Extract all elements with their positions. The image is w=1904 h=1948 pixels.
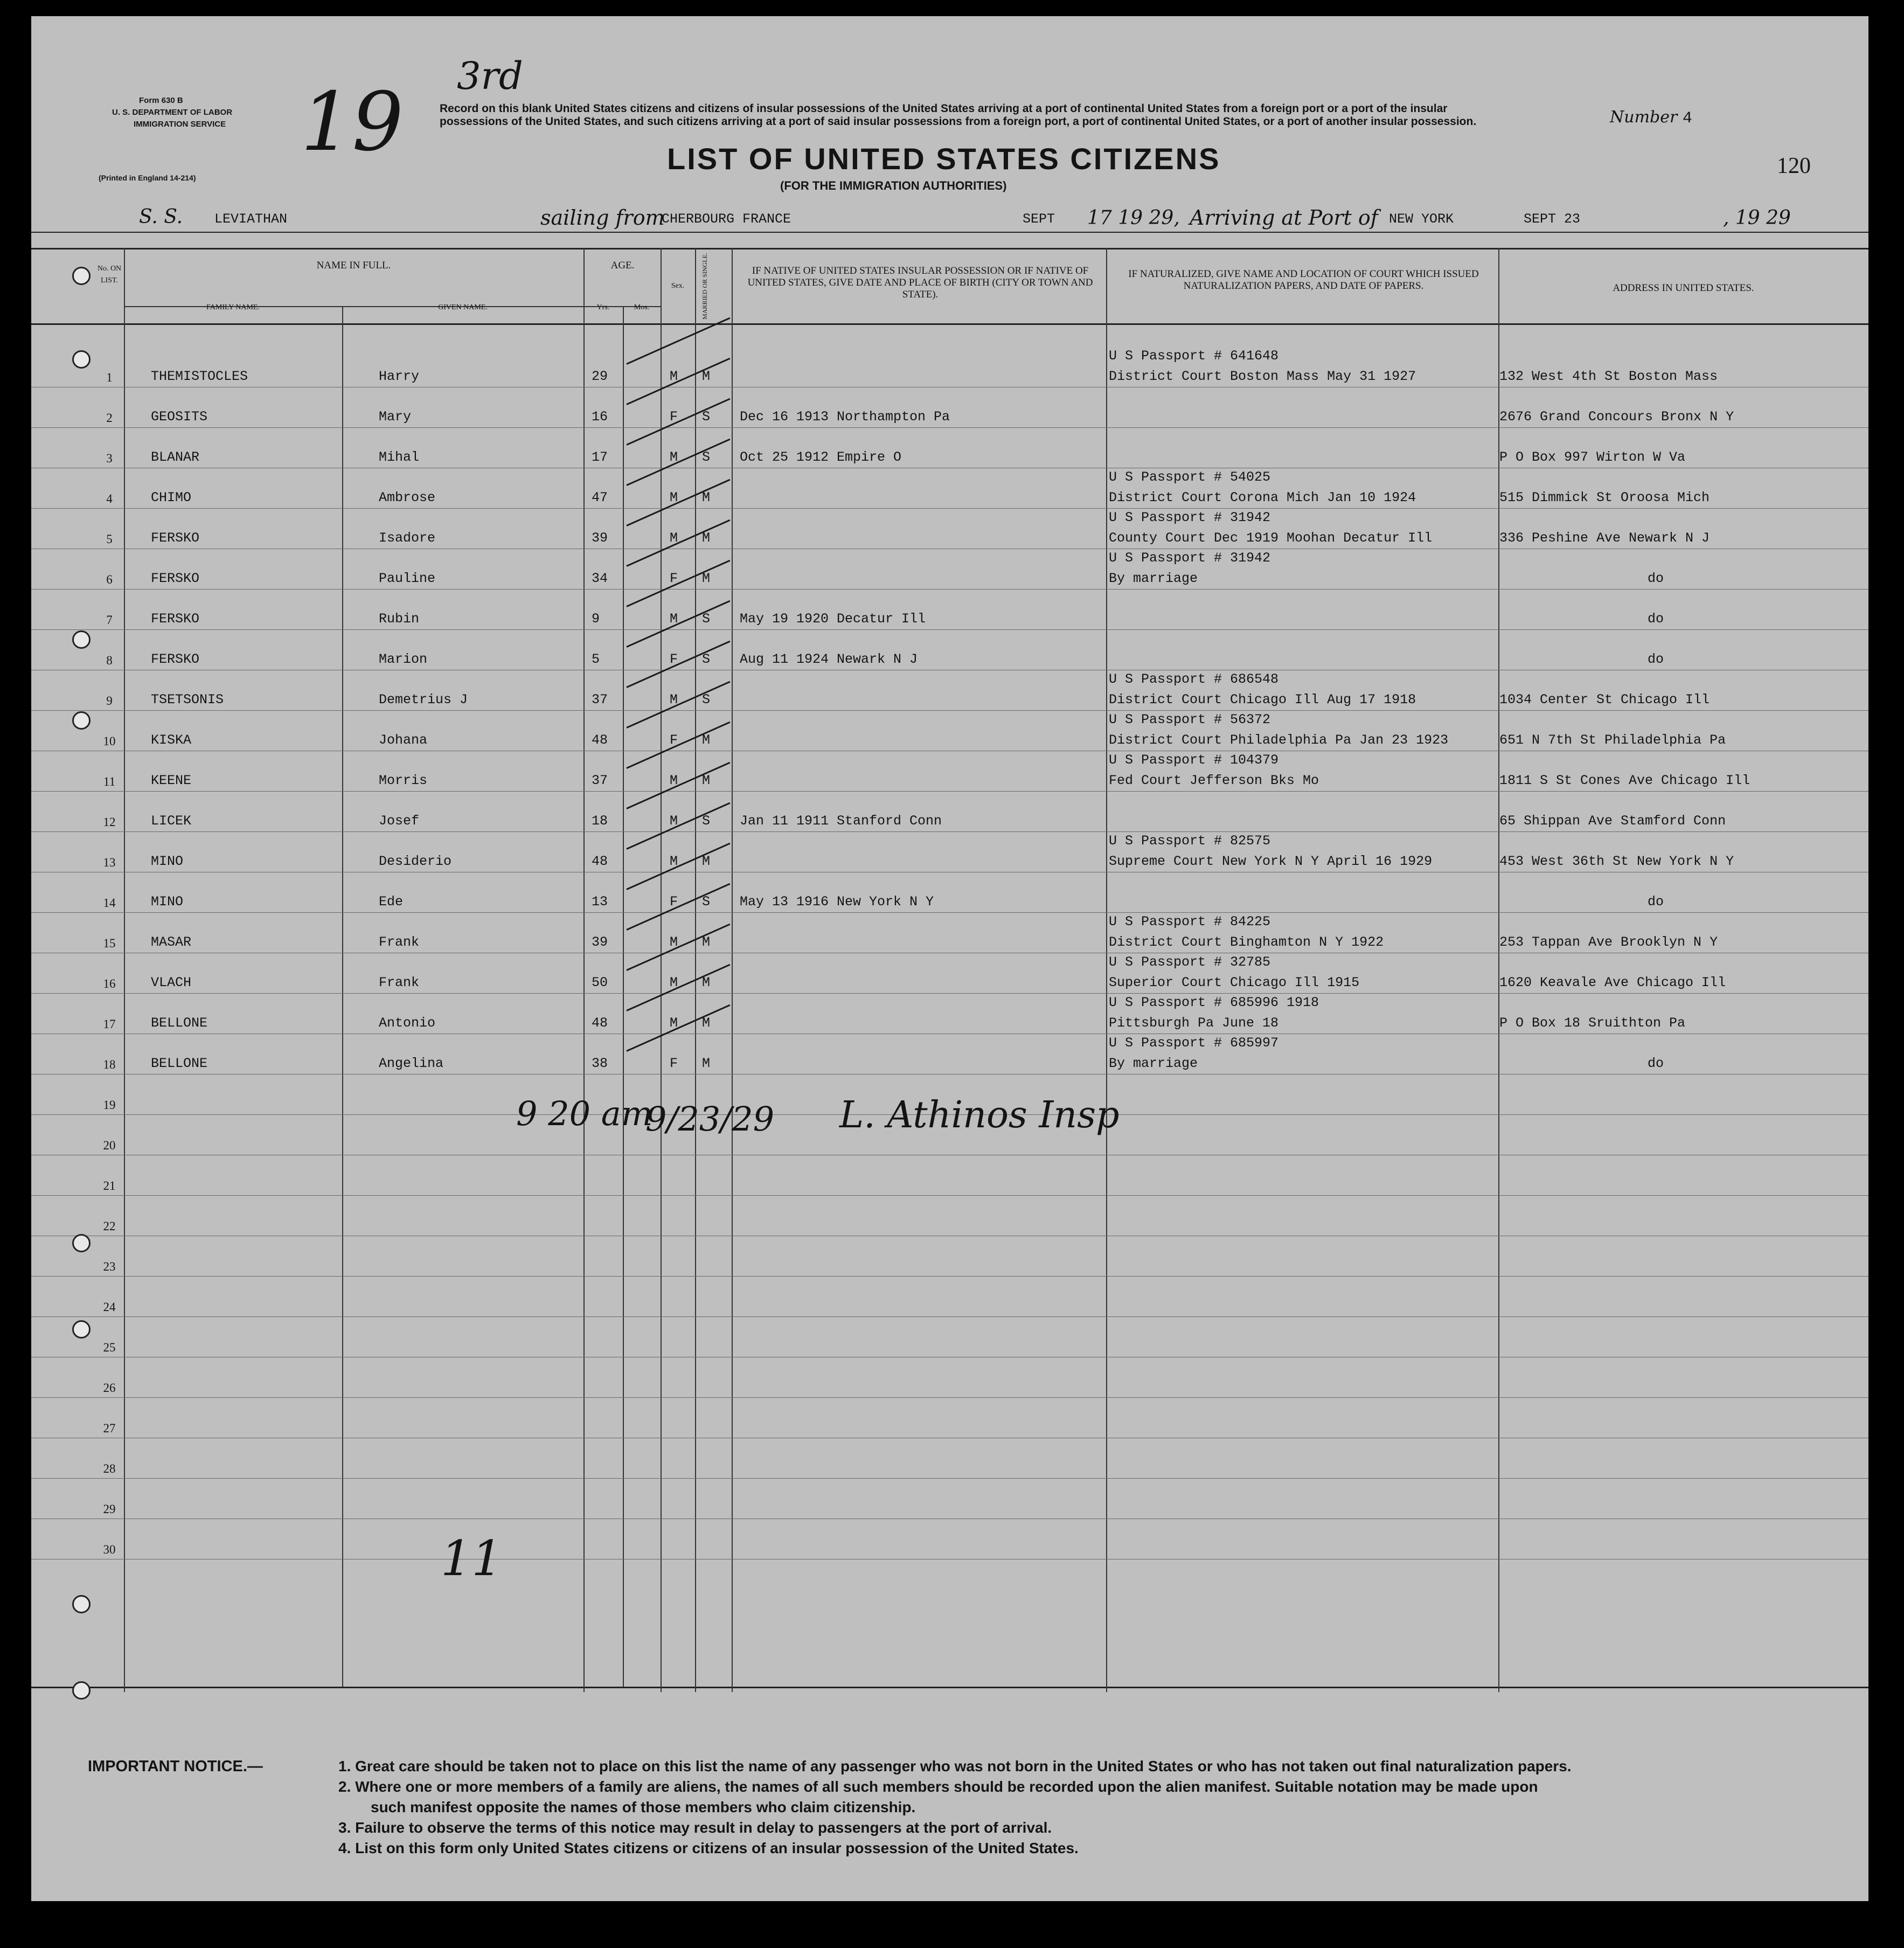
check-mark — [626, 722, 730, 769]
cell-yrs: 37 — [592, 773, 608, 788]
arriving-label: Arriving at Port of — [1190, 206, 1378, 230]
row-rule — [31, 629, 1868, 630]
check-mark — [626, 762, 730, 809]
row-number: 5 — [106, 532, 113, 546]
cell-naturalization: U S Passport # 56372 — [1109, 712, 1271, 727]
cell-given: Ambrose — [379, 490, 436, 505]
row-number: 9 — [106, 694, 113, 708]
departure-port: CHERBOURG FRANCE — [662, 211, 791, 227]
cell-family: BELLONE — [151, 1056, 208, 1071]
cell-given: Morris — [379, 773, 428, 788]
list-title: LIST OF UNITED STATES CITIZENS — [667, 142, 1221, 176]
cell-naturalization: Superior Court Chicago Ill 1915 — [1109, 975, 1360, 990]
check-mark — [626, 439, 730, 486]
row-rule — [31, 1195, 1868, 1196]
cell-address: 515 Dimmick St Oroosa Mich — [1499, 490, 1710, 505]
row-number: 28 — [103, 1462, 116, 1475]
col-header-family: FAMILY NAME. — [206, 303, 260, 311]
cell-naturalization: Fed Court Jefferson Bks Mo — [1109, 773, 1319, 788]
cell-yrs: 18 — [592, 813, 608, 829]
row-number: 25 — [103, 1341, 116, 1354]
row-number: 17 — [103, 1017, 116, 1031]
row-rule — [31, 912, 1868, 913]
row-number: 2 — [106, 411, 113, 425]
sailing-from-label: sailing from — [540, 206, 665, 230]
col-header-address: ADDRESS IN UNITED STATES. — [1613, 282, 1754, 294]
cell-given: Josef — [379, 813, 420, 829]
col-header-yrs: Yrs. — [596, 303, 610, 311]
cell-address: do — [1648, 894, 1664, 910]
row-rule — [31, 791, 1868, 792]
departure-date: 17 19 29, — [1087, 207, 1180, 229]
instruction-text: Record on this blank United States citizens and citizens of insular possessions of the United States arriving at a port of continental United States from a foreign port or a port of the insular possessions of the United States, and such citizens arriving at a port of said insular possessions from a foreign port, a port of continental United States, or a port of another insular possession. — [440, 102, 1477, 128]
cell-family: FERSKO — [151, 530, 200, 546]
cell-ms: M — [702, 1015, 711, 1031]
cell-family: KISKA — [151, 732, 192, 748]
punch-hole — [72, 267, 91, 285]
row-number: 26 — [103, 1381, 116, 1395]
cell-yrs: 9 — [592, 611, 600, 627]
cell-given: Demetrius J — [379, 692, 468, 708]
check-mark — [626, 519, 730, 567]
punch-hole — [72, 1320, 91, 1339]
col-header-age: AGE. — [610, 260, 635, 271]
cell-birth: Aug 11 1924 Newark N J — [740, 651, 918, 667]
form-number: Form 630 B — [139, 96, 183, 105]
row-number: 1 — [106, 371, 113, 384]
inspector-signature: L. Athinos Insp — [839, 1094, 1120, 1136]
cell-sex: F — [670, 571, 678, 586]
col-header-given: GIVEN NAME. — [438, 303, 488, 311]
check-mark — [626, 358, 730, 405]
ss-label: S. S. — [139, 206, 183, 228]
cell-family: BLANAR — [151, 449, 200, 465]
cell-naturalization: U S Passport # 84225 — [1109, 914, 1271, 930]
cell-ms: S — [702, 813, 711, 829]
handwritten-time: 9 20 am — [516, 1094, 653, 1133]
cell-sex: M — [670, 934, 678, 950]
handwritten-3rd: 3rd — [457, 54, 523, 98]
cell-address: do — [1648, 571, 1664, 586]
punch-hole — [72, 1595, 91, 1613]
row-number: 20 — [103, 1139, 116, 1152]
arrival-date: SEPT 23 — [1524, 211, 1581, 227]
row-number: 12 — [103, 815, 116, 829]
cell-given: Harry — [379, 369, 420, 384]
cell-ms: M — [702, 732, 711, 748]
cell-ms: S — [702, 449, 711, 465]
cell-sex: M — [670, 692, 678, 708]
cell-ms: M — [702, 490, 711, 505]
cell-given: Desiderio — [379, 854, 452, 869]
cell-given: Frank — [379, 975, 420, 990]
row-rule — [31, 1316, 1868, 1317]
row-number: 29 — [103, 1502, 116, 1516]
notice-item: 1. Great care should be taken not to place on this list the name of any passenger who was not born in the United States or who has not taken out final naturalization papers. — [338, 1758, 1572, 1774]
cell-address: 336 Peshine Ave Newark N J — [1499, 530, 1710, 546]
col-header-no: No. ON LIST. — [97, 265, 122, 285]
cell-address: 453 West 36th St New York N Y — [1499, 854, 1734, 869]
cell-address: 1811 S St Cones Ave Chicago Ill — [1499, 773, 1750, 788]
cell-naturalization: U S Passport # 82575 — [1109, 833, 1271, 849]
cell-given: Isadore — [379, 530, 436, 546]
list-subtitle: (FOR THE IMMIGRATION AUTHORITIES) — [780, 179, 1007, 192]
cell-family: GEOSITS — [151, 409, 208, 425]
row-rule — [31, 589, 1868, 590]
check-mark — [626, 641, 730, 688]
cell-sex: F — [670, 894, 678, 910]
cell-address: 132 West 4th St Boston Mass — [1499, 369, 1718, 384]
row-rule — [31, 993, 1868, 994]
cell-given: Mary — [379, 409, 412, 425]
cell-address: do — [1648, 651, 1664, 667]
handwritten-19: 19 — [301, 75, 404, 169]
col-header-native: IF NATIVE OF UNITED STATES INSULAR POSSESSION OR IF NATIVE OF UNITED STATES, GIVE DATE AND PLACE OF BIRTH (CITY OR TOWN AND STATE). — [747, 265, 1093, 300]
check-mark — [626, 802, 730, 850]
check-mark — [626, 560, 730, 607]
check-mark — [626, 600, 730, 648]
cell-naturalization: U S Passport # 685996 1918 — [1109, 995, 1319, 1010]
cell-given: Mihal — [379, 449, 420, 465]
cell-given: Frank — [379, 934, 420, 950]
cell-family: FERSKO — [151, 651, 200, 667]
row-rule — [31, 710, 1868, 711]
cell-family: BELLONE — [151, 1015, 208, 1031]
cell-yrs: 48 — [592, 1015, 608, 1031]
row-number: 30 — [103, 1543, 116, 1556]
check-mark — [626, 924, 730, 971]
cell-naturalization: District Court Binghamton N Y 1922 — [1109, 934, 1384, 950]
cell-naturalization: Supreme Court New York N Y April 16 1929 — [1109, 854, 1433, 869]
row-number: 19 — [103, 1098, 116, 1112]
cell-address: P O Box 997 Wirton W Va — [1499, 449, 1686, 465]
cell-sex: M — [670, 490, 678, 505]
cell-naturalization: District Court Corona Mich Jan 10 1924 — [1109, 490, 1416, 505]
check-mark — [626, 883, 730, 931]
col-header-sex: Sex. — [671, 282, 685, 290]
notice-item: 4. List on this form only United States citizens or citizens of an insular possession of the United States. — [338, 1840, 1079, 1856]
cell-yrs: 16 — [592, 409, 608, 425]
cell-family: MASAR — [151, 934, 192, 950]
cell-address: do — [1648, 1056, 1664, 1071]
col-header-naturalized: IF NATURALIZED, GIVE NAME AND LOCATION OF COURT WHICH ISSUED NATURALIZATION PAPERS, AND DATE OF PAPERS. — [1128, 268, 1479, 292]
cell-family: VLACH — [151, 975, 192, 990]
row-number: 21 — [103, 1179, 116, 1193]
cell-family: KEENE — [151, 773, 192, 788]
check-mark — [626, 398, 730, 446]
cell-naturalization: U S Passport # 31942 — [1109, 550, 1271, 566]
row-number: 7 — [106, 613, 113, 627]
cell-naturalization: District Court Chicago Ill Aug 17 1918 — [1109, 692, 1416, 708]
cell-given: Pauline — [379, 571, 436, 586]
col-header-married: MARRIED OR SINGLE. — [701, 253, 708, 320]
handwritten-tally: 11 — [441, 1530, 503, 1587]
cell-sex: F — [670, 732, 678, 748]
cell-given: Marion — [379, 651, 428, 667]
row-number: 16 — [103, 977, 116, 990]
cell-naturalization: U S Passport # 104379 — [1109, 752, 1279, 768]
cell-ms: S — [702, 611, 711, 627]
cell-sex: M — [670, 975, 678, 990]
cell-address: P O Box 18 Sruithton Pa — [1499, 1015, 1686, 1031]
punch-hole — [72, 1234, 91, 1252]
cell-yrs: 29 — [592, 369, 608, 384]
row-rule — [31, 508, 1868, 509]
row-number: 8 — [106, 654, 113, 667]
cell-yrs: 48 — [592, 732, 608, 748]
row-number: 10 — [103, 734, 116, 748]
row-number: 6 — [106, 573, 113, 586]
handwritten-date: 9/23/29 — [645, 1099, 775, 1139]
cell-birth: May 13 1916 New York N Y — [740, 894, 934, 910]
cell-ms: S — [702, 692, 711, 708]
cell-ms: S — [702, 651, 711, 667]
notice-item: 3. Failure to observe the terms of this notice may result in delay to passengers at the port of arrival. — [338, 1819, 1052, 1836]
cell-address: 2676 Grand Concours Bronx N Y — [1499, 409, 1734, 425]
cell-family: MINO — [151, 854, 184, 869]
cell-family: FERSKO — [151, 611, 200, 627]
cell-birth: May 19 1920 Decatur Ill — [740, 611, 926, 627]
cell-birth: Dec 16 1913 Northampton Pa — [740, 409, 950, 425]
cell-yrs: 50 — [592, 975, 608, 990]
row-number: 23 — [103, 1260, 116, 1273]
cell-naturalization: By marriage — [1109, 1056, 1198, 1071]
cell-naturalization: U S Passport # 686548 — [1109, 671, 1279, 687]
cell-naturalization: District Court Boston Mass May 31 1927 — [1109, 369, 1416, 384]
row-number: 13 — [103, 856, 116, 869]
service: IMMIGRATION SERVICE — [134, 120, 226, 129]
row-number: 18 — [103, 1058, 116, 1071]
manifest-sheet — [31, 16, 1868, 1901]
cell-naturalization: County Court Dec 1919 Moohan Decatur Ill — [1109, 530, 1433, 546]
check-mark — [626, 479, 730, 526]
row-number: 11 — [103, 775, 116, 788]
cell-family: CHIMO — [151, 490, 192, 505]
cell-yrs: 13 — [592, 894, 608, 910]
cell-sex: M — [670, 813, 678, 829]
col-header-name: NAME IN FULL. — [316, 260, 391, 271]
punch-hole — [72, 1681, 91, 1700]
cell-naturalization: Pittsburgh Pa June 18 — [1109, 1015, 1279, 1031]
notice-item: 2. Where one or more members of a family are aliens, the names of all such members should be recorded upon the alien manifest. Suitable notation may be made upon — [338, 1778, 1538, 1795]
cell-sex: M — [670, 369, 678, 384]
cell-ms: S — [702, 409, 711, 425]
cell-family: THEMISTOCLES — [151, 369, 248, 384]
cell-yrs: 39 — [592, 934, 608, 950]
row-rule — [31, 1276, 1868, 1277]
cell-naturalization: U S Passport # 32785 — [1109, 954, 1271, 970]
cell-ms: S — [702, 894, 711, 910]
cell-sex: M — [670, 854, 678, 869]
cell-sex: M — [670, 773, 678, 788]
print-note: (Printed in England 14-214) — [99, 174, 196, 182]
cell-yrs: 5 — [592, 651, 600, 667]
arrival-year: , 19 29 — [1723, 207, 1791, 229]
cell-family: LICEK — [151, 813, 192, 829]
cell-ms: M — [702, 1056, 711, 1071]
cell-sex: M — [670, 1015, 678, 1031]
cell-naturalization: U S Passport # 685997 — [1109, 1035, 1279, 1051]
cell-yrs: 17 — [592, 449, 608, 465]
cell-ms: M — [702, 773, 711, 788]
col-header-mos: Mos. — [634, 303, 650, 311]
cell-naturalization: U S Passport # 641648 — [1109, 348, 1279, 364]
cell-given: Ede — [379, 894, 404, 910]
row-number: 27 — [103, 1422, 116, 1435]
cell-given: Angelina — [379, 1056, 444, 1071]
cell-given: Rubin — [379, 611, 420, 627]
check-mark — [626, 964, 730, 1011]
cell-ms: M — [702, 934, 711, 950]
departure-month: SEPT — [1023, 211, 1055, 227]
punch-hole — [72, 350, 91, 369]
cell-ms: M — [702, 854, 711, 869]
cell-address: do — [1648, 611, 1664, 627]
cell-family: FERSKO — [151, 571, 200, 586]
cell-ms: M — [702, 530, 711, 546]
cell-sex: F — [670, 651, 678, 667]
notice-heading: IMPORTANT NOTICE.— — [88, 1758, 263, 1775]
check-mark — [626, 681, 730, 729]
cell-naturalization: District Court Philadelphia Pa Jan 23 1923 — [1109, 732, 1449, 748]
cell-sex: M — [670, 530, 678, 546]
row-rule — [31, 427, 1868, 428]
cell-yrs: 39 — [592, 530, 608, 546]
cell-yrs: 47 — [592, 490, 608, 505]
row-rule — [31, 1478, 1868, 1479]
cell-ms: M — [702, 369, 711, 384]
cell-yrs: 34 — [592, 571, 608, 586]
check-mark — [626, 1004, 730, 1052]
cell-address: 1034 Center St Chicago Ill — [1499, 692, 1710, 708]
cell-given: Antonio — [379, 1015, 436, 1031]
cell-birth: Jan 11 1911 Stanford Conn — [740, 813, 942, 829]
cell-naturalization: U S Passport # 54025 — [1109, 469, 1271, 485]
cell-yrs: 48 — [592, 854, 608, 869]
row-number: 15 — [103, 937, 116, 950]
check-mark — [626, 843, 730, 890]
row-number: 22 — [103, 1219, 116, 1233]
cell-naturalization: U S Passport # 31942 — [1109, 510, 1271, 525]
cell-address: 65 Shippan Ave Stamford Conn — [1499, 813, 1726, 829]
number-label: Number 4 — [1610, 108, 1692, 128]
cell-family: TSETSONIS — [151, 692, 224, 708]
cell-ms: M — [702, 571, 711, 586]
row-number: 24 — [103, 1300, 116, 1314]
cell-sex: F — [670, 1056, 678, 1071]
cell-naturalization: By marriage — [1109, 571, 1198, 586]
department: U. S. DEPARTMENT OF LABOR — [112, 108, 233, 117]
punch-hole — [72, 711, 91, 730]
cell-yrs: 37 — [592, 692, 608, 708]
cell-ms: M — [702, 975, 711, 990]
row-rule — [31, 831, 1868, 832]
cell-sex: M — [670, 449, 678, 465]
row-rule — [31, 1397, 1868, 1398]
cell-yrs: 38 — [592, 1056, 608, 1071]
ship-name: LEVIATHAN — [214, 211, 288, 227]
cell-sex: F — [670, 409, 678, 425]
cell-address: 1620 Keavale Ave Chicago Ill — [1499, 975, 1726, 990]
row-number: 4 — [106, 492, 113, 505]
arrival-port: NEW YORK — [1389, 211, 1454, 227]
row-number: 3 — [106, 452, 113, 465]
cell-birth: Oct 25 1912 Empire O — [740, 449, 902, 465]
notice-item: such manifest opposite the names of those members who claim citizenship. — [371, 1799, 916, 1815]
cell-family: MINO — [151, 894, 184, 910]
cell-address: 651 N 7th St Philadelphia Pa — [1499, 732, 1726, 748]
cell-sex: M — [670, 611, 678, 627]
punch-hole — [72, 630, 91, 649]
page-number: 120 — [1777, 154, 1811, 178]
cell-given: Johana — [379, 732, 428, 748]
row-number: 14 — [103, 896, 116, 910]
cell-address: 253 Tappan Ave Brooklyn N Y — [1499, 934, 1718, 950]
